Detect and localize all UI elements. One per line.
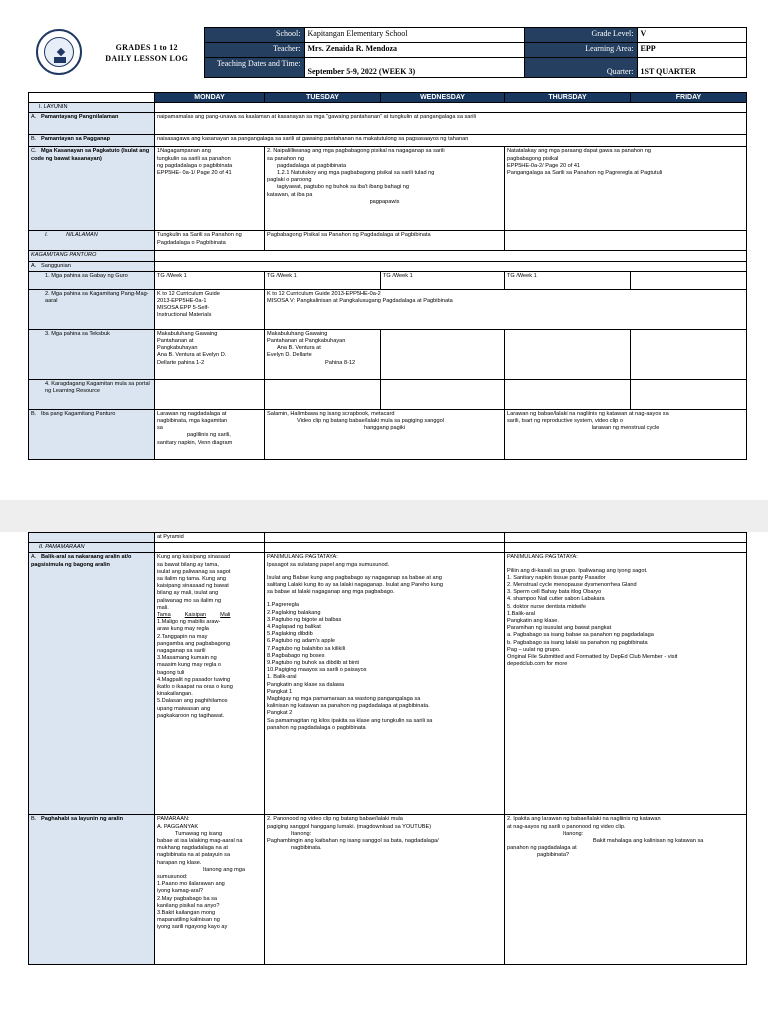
iba-pang-monday: Larawan ng nagdadalaga at nagbibinata, mga kagamitan sa paglilinis ng sarili, sanitary napkin, Venn diagram [155, 409, 265, 459]
gabay-wednesday: TG /Week 1 [381, 271, 505, 289]
kasanayan-thursday: Natatalakay ang mga paraang dapat gawa sa panahon ng pagbabagong pisikal EPP5HE-0a-2/ Page 20 of 41 Pangangalaga sa Sarili sa Panahon ng Pagreregla at Pagtutuli [505, 147, 747, 231]
header-table [28, 27, 747, 79]
school-value: Kapitangan Elementary School [304, 28, 524, 43]
balik-aral-monday: Kung ang kaisipang sinasaad sa bawat bilang ay tama, isulat ang paliwanag sa sagot sa ilalim ng tama. Kung ang kaisipang sinasaad ng bawat bilang ay mali, isulat ang paliwanag mo sa ilalim ng mali. Tama Kaisipan Mali 1.Maligo ng mabilis araw- araw kung may regla 2.Tanggapin na may pangamba ang pagbabagong nagaganap sa sarili 3.Masamang kumain ng maasim kung may regla o bagong tuli 4.Magpalit ng pasador tuwing ikatlo o ikaapat na oras o kung kinakailangan. 5.Dalasan ang paghihilamos upang maiwasan ang pagkakaroon ng tagihawat. [155, 553, 265, 815]
grade-value: V [637, 28, 746, 43]
nilalaman-label: I. NILALAMAN [29, 231, 155, 251]
teacher-label: Teacher: [204, 43, 304, 58]
dates-value: September 5-9, 2022 (WEEK 3) [304, 58, 524, 78]
pamamaraan-title: II. PAMAMARAAN [29, 543, 155, 553]
teacher-value: Mrs. Zenaida R. Mendoza [304, 43, 524, 58]
iba-pang-kagamitan-label: B. Iba pang Kagamitang Panturo [29, 409, 155, 459]
title-line-2: DAILY LESSON LOG [105, 54, 189, 63]
mag-aaral-tuesday: K to 12 Curriculum Guide 2013-EPP5HE-0a-2 MISOSA V: Pangkalinisan at Pangkalusugang Pagdadalaga at Pagbibinata [265, 289, 747, 329]
iba-pang-thursday: Larawan ng babae/lalaki na nagliinis ng katawan at nag-aayos sa sarili, tsart ng reproductive system, video clip o larawan ng menstrual cycle [505, 409, 747, 459]
nilalaman-tuesday: Pagbabagong Pisikal sa Panahon ng Pagdadalaga at Pagbibinata [265, 231, 505, 251]
deped-seal-logo [36, 29, 82, 75]
area-value: EPP [637, 43, 746, 58]
day-thursday: THURSDAY [505, 93, 631, 103]
kasanayan-monday: 1Nagagampanan ang tungkulin sa sarili sa panahon ng pagdadalaga o pagbibinata EPP5HE- 0a-1/ Page 20 of 41 [155, 147, 265, 231]
document-title [90, 28, 204, 79]
lesson-table-page-1 [28, 92, 747, 460]
pamantayan-pagganap-value: naisasagawa ang kasanayan sa pangangalaga sa sarili at gawaing pantahanan na makatutulong sa pagsasaayos ng tahanan [155, 135, 747, 147]
teksbuk-tuesday: Makabuluhang Gawaing Pantahanan at Pangkabuhayan Ana B. Ventura at Evelyn D. Dellarte Pahina 8-12 [265, 329, 381, 379]
corner-cell [29, 93, 155, 103]
kasanayan-tuesday: 2. Naipalilliwanag ang mga pagbabagong pisikal na nagaganap sa sarili sa panahon ng pagdadalaga at pagbibinata 1.2.1 Natutukoy ang mga pagbabagong pisikal sa sarili tulad ng paglaki o paroong tagiyawat, pagtubo ng buhok sa iba't ibang bahagi ng katawan, at iba pa pagpapawis [265, 147, 505, 231]
day-wednesday: WEDNESDAY [381, 93, 505, 103]
gabay-tuesday: TG /Week 1 [265, 271, 381, 289]
teksbuk-monday: Makabuluhang Gawaing Pantahanan at Pangkabuhayan Ana B. Ventura at Evelyn D. Dellarte pahina 1-2 [155, 329, 265, 379]
teksbuk-label: 3. Mga pahina sa Teksbuk [29, 329, 155, 379]
sanggunian-label: A. Sanggunian [29, 261, 155, 271]
balik-aral-thursday: PANIMULANG PAGTATAYA: Piliin ang di-kasali sa grupo. Ipaliwanag ang iyong sagot. 1. Sanitary napkin tissue panty Pasador 2. Menstrual cycle menopause dysmenorrhea Gland 3. Sperm cell Bahay bata itlog Obaryo 4. shampoo Nail cutter sabon Labakara 5. doktor nurse dentista midwife 1.Balik-aral Pangkatin ang klase. Paramihan ng isusulat ang bawat pangkat a. Pagbabago sa isang babae sa panahon ng pagdadalaga b. Pagbabago sa isang lalaki sa panahon ng pagbibinata Pag – uulat ng grupo. Original File Submitted and Formatted by DepEd Club Member - visit depedclub.com for more [505, 553, 747, 815]
paghahabi-monday: PAMARAAN: A. PAGGANYAK Tumawag ng isang babae at isa lalaking mag-aaral na mukhang nagdadalaga na at nagbibinata na at patayuin sa harapan ng klase. Itanong ang mga sumusunod: 1.Paano mo ilalarawan ang iyong kamag-aral? 2.May pagbabago ba sa kanilang pisikal na anyo? 3.Bakit kailangan mong mapanatiling kalinisan ng iyong sarili ngayong kayo ay [155, 815, 265, 965]
page-gap [0, 500, 768, 532]
gabay-monday: TG /Week 1 [155, 271, 265, 289]
day-monday: MONDAY [155, 93, 265, 103]
quarter-value: 1ST QUARTER [637, 58, 746, 78]
paghahabi-tuesday: 2. Panonood ng video clip ng batang babae/lalaki mula pagiging sanggol hanggang lumaki. (magdownload sa YOUTUBE) Itanong: Paghambingin ang kaibahan ng isang sanggol sa bata, nagdadalaga/ nagbibinata. [265, 815, 505, 965]
day-friday: FRIDAY [631, 93, 747, 103]
title-line-1: GRADES 1 to 12 [115, 43, 178, 52]
day-tuesday: TUESDAY [265, 93, 381, 103]
balik-aral-tuesday: PANIMULANG PAGTATAYA: Ipasagot sa sulatang papel ang mga sumusunod. Isulat ang Babae kung ang pagbabago ay nagaganap sa babae at ang salitang Lalaki kung ito ay sa lalaki nagaganap. Isulat ang Pareho kung sa babae at lalaki nagaganap ang mga pagbabago. 1.Pagreregla 2.Paglaking balakang 3.Pagtubo ng bigote at balbas 4.Paglapad ng balikat 5.Paglaking dibdib 6.Pagtubo ng adam's apple 7.Pagtubo ng balahibo sa kilikili 8.Pagbabago ng boses 9.Pagtubo ng buhok sa dibdib at binti 10.Pagiging maayos sa sarili o paisayos 1. Balik-aral Pangkatin ang klase sa dalawa Pangkat 1 Magbigay ng mga pamamaraan sa wastong pangangalaga sa kalinisan ng katawan sa panahon ng pagdadalaga at pagbibinata. Pangkat 2 Sa pamamagitan ng kilos ipakita sa klase ang tungkulin sa sarili sa panahon ng pagdadalaga o pagbibinata [265, 553, 505, 815]
karagdagang-kagamitan-label: 4. Karagdagang Kagamitan mula sa portal ng Learning Resource [29, 379, 155, 409]
pamantayan-pagganap-label: B. Pamantayan sa Pagganap [29, 135, 155, 147]
pamantayang-pangnilalaman-label: A. Pamantayang Pangnilalaman [29, 113, 155, 135]
balik-aral-label: A. Balik-aral sa nakaraang aralin at/o pagsisimula ng bagong aralin [29, 553, 155, 815]
page-1 [0, 0, 768, 500]
paghahabi-thursday: 2. Ipakita ang larawan ng babae/lalaki na nagliinis ng katawan at nag-aayos ng sarili o panonood ng video clip. Itanong: Bakit mahalaga ang kalinisan ng katawan sa panahon ng pagdadalaga at pagbibinata? [505, 815, 747, 965]
dates-label: Teaching Dates and Time: [204, 58, 304, 78]
lesson-table-page-2 [28, 532, 747, 965]
gabay-guro-label: 1. Mga pahina sa Gabay ng Guro [29, 271, 155, 289]
mag-aaral-monday: K to 12 Curriculum Guide 2013-EPP5HE-0a-1 MISOSA EPP 5-Self- Instructional Materials [155, 289, 265, 329]
area-label: Learning Area: [524, 43, 637, 58]
layunin-title: I. LAYUNIN [29, 103, 155, 113]
paghahabi-label: B. Paghahabi sa layunin ng aralin [29, 815, 155, 965]
kagamitan-title: KAGAMITANG PANTURO [29, 251, 155, 261]
gabay-thursday: TG /Week 1 [505, 271, 631, 289]
school-label: School: [204, 28, 304, 43]
logo-cell [28, 28, 90, 79]
nilalaman-monday: Tungkulin sa Sarili sa Panahon ng Pagdadalaga o Pagbibinata [155, 231, 265, 251]
kasanayan-label: C. Mga Kasanayan sa Pagkatuto (Isulat ang code ng bawat kasanayan) [29, 147, 155, 231]
page-2 [0, 532, 768, 1024]
carry-over-text: at Pyramid [155, 533, 265, 543]
quarter-label: Quarter: [524, 58, 637, 78]
iba-pang-tuesday: Salamin, Halimbawa ng isang scrapbook, metacard Video clip ng batang babae/lalaki mula sa pagiging sanggol hanggang pagiki [265, 409, 505, 459]
grade-label: Grade Level: [524, 28, 637, 43]
pamantayang-pangnilalaman-value: naipamamalas ang pang-unawa sa kaalaman at kasanayan sa mga "gawaing pantahanan" at tungkulin at pangangalaga sa sarili [155, 113, 747, 135]
kagamitang-mag-aaral-label: 2. Mga pahina sa Kagamitang Pang-Mag-aaral [29, 289, 155, 329]
